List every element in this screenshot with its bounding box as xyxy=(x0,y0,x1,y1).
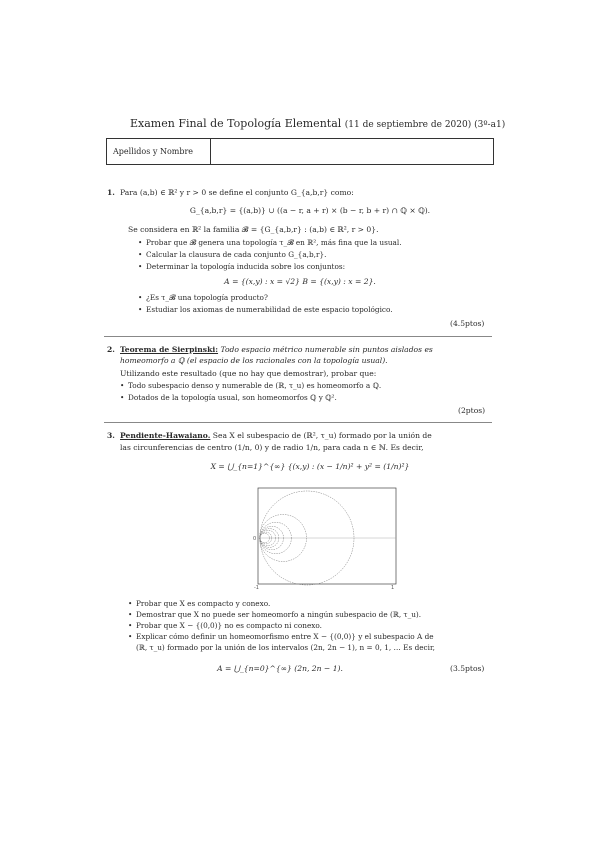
figure-frame xyxy=(258,488,396,584)
q1-formula: G_{a,b,r} = {(a,b)} ∪ ((a − r, a + r) × (b − r, b + r) ∩ ℚ × ℚ). xyxy=(189,206,431,215)
q3-item-1: • Probar que X es compacto y conexo. xyxy=(136,599,270,609)
q1-family: Se considera en ℝ² la familia 𝓑 = {G_{a,b,r} : (a,b) ∈ ℝ², r > 0}. xyxy=(128,225,379,234)
q1-sets: A = {(x,y) : x = √2} B = {(x,y) : x = 2}. xyxy=(224,277,376,286)
q2-statement-1: Todo espacio métrico numerable sin puntos aislados es xyxy=(220,345,433,354)
q1-number: 1. xyxy=(107,188,115,197)
q2-number: 2. xyxy=(107,345,115,354)
q3-item-3: • Probar que X − {(0,0)} no es compacto ni conexo. xyxy=(136,621,322,631)
q1-item-5: • Estudiar los axiomas de numerabilidad de este espacio topológico. xyxy=(146,305,393,315)
q2-using: Utilizando este resultado (que no hay que demostrar), probar que: xyxy=(120,369,377,378)
q1-points: (4.5ptos) xyxy=(450,319,485,328)
q2-item-1: • Todo subespacio denso y numerable de (ℝ, τ_u) es homeomorfo a ℚ. xyxy=(128,381,381,391)
q3-item-2: • Demostrar que X no puede ser homeomorfo a ningún subespacio de (ℝ, τ_u). xyxy=(136,610,421,620)
q2-points: (2ptos) xyxy=(458,406,486,415)
q3-formula-2: A = ⋃_{n=0}^{∞} (2n, 2n − 1). xyxy=(217,664,343,673)
figure-label-left: -1 xyxy=(254,585,259,590)
q3-points: (3.5ptos) xyxy=(450,664,485,673)
q1-item-4: • ¿Es τ_𝓑 una topología producto? xyxy=(146,293,268,303)
q3-intro-1: Sea X el subespacio de (ℝ², τ_u) formado por la unión de xyxy=(212,431,432,440)
name-label: Apellidos y Nombre xyxy=(107,139,211,164)
q3-intro-2: las circunferencias de centro (1/n, 0) y de radio 1/n, para cada n ∈ ℕ. Es decir, xyxy=(120,443,424,452)
exam-date: (11 de septiembre de 2020) (3º-a1) xyxy=(344,120,506,130)
name-field[interactable] xyxy=(106,138,494,165)
q3-item-4: • Explicar cómo definir un homeomorfismo entre X − {(0,0)} y el subespacio A de xyxy=(136,632,434,642)
divider-2 xyxy=(104,422,492,423)
hawaiian-earring-figure xyxy=(250,486,400,590)
figure-label-origin: 0 xyxy=(253,536,257,542)
q2-theorem: Teorema de Sierpinski: xyxy=(120,345,219,354)
q1-item-2: • Calcular la clausura de cada conjunto G_{a,b,r}. xyxy=(146,250,326,260)
q2-item-2: • Dotados de la topología usual, son homeomorfos ℚ y ℚ². xyxy=(128,393,337,403)
figure-label-right: 1 xyxy=(391,585,395,590)
exam-title: Examen Final de Topología Elemental (11 de septiembre de 2020) (3º-a1) xyxy=(130,117,506,130)
q3-item-4-cont: (ℝ, τ_u) formado por la unión de los intervalos (2n, 2n − 1), n = 0, 1, … Es decir, xyxy=(136,643,435,652)
q3-name: Pendiente-Hawaiano. xyxy=(120,431,211,440)
divider-1 xyxy=(104,336,492,337)
q1-intro: Para (a,b) ∈ ℝ² y r > 0 se define el conjunto G_{a,b,r} como: xyxy=(120,188,354,197)
q1-item-1: • Probar que 𝓑 genera una topología τ_𝓑 en ℝ², más fina que la usual. xyxy=(146,238,402,248)
q1-item-3: • Determinar la topología inducida sobre los conjuntos: xyxy=(146,262,345,272)
q3-formula: X = ⋃_{n=1}^{∞} {(x,y) : (x − 1/n)² + y² = (1/n)²} xyxy=(210,462,410,471)
q3-number: 3. xyxy=(107,431,115,440)
q2-statement-2: homeomorfo a ℚ (el espacio de los racionales con la topología usual). xyxy=(120,356,388,365)
